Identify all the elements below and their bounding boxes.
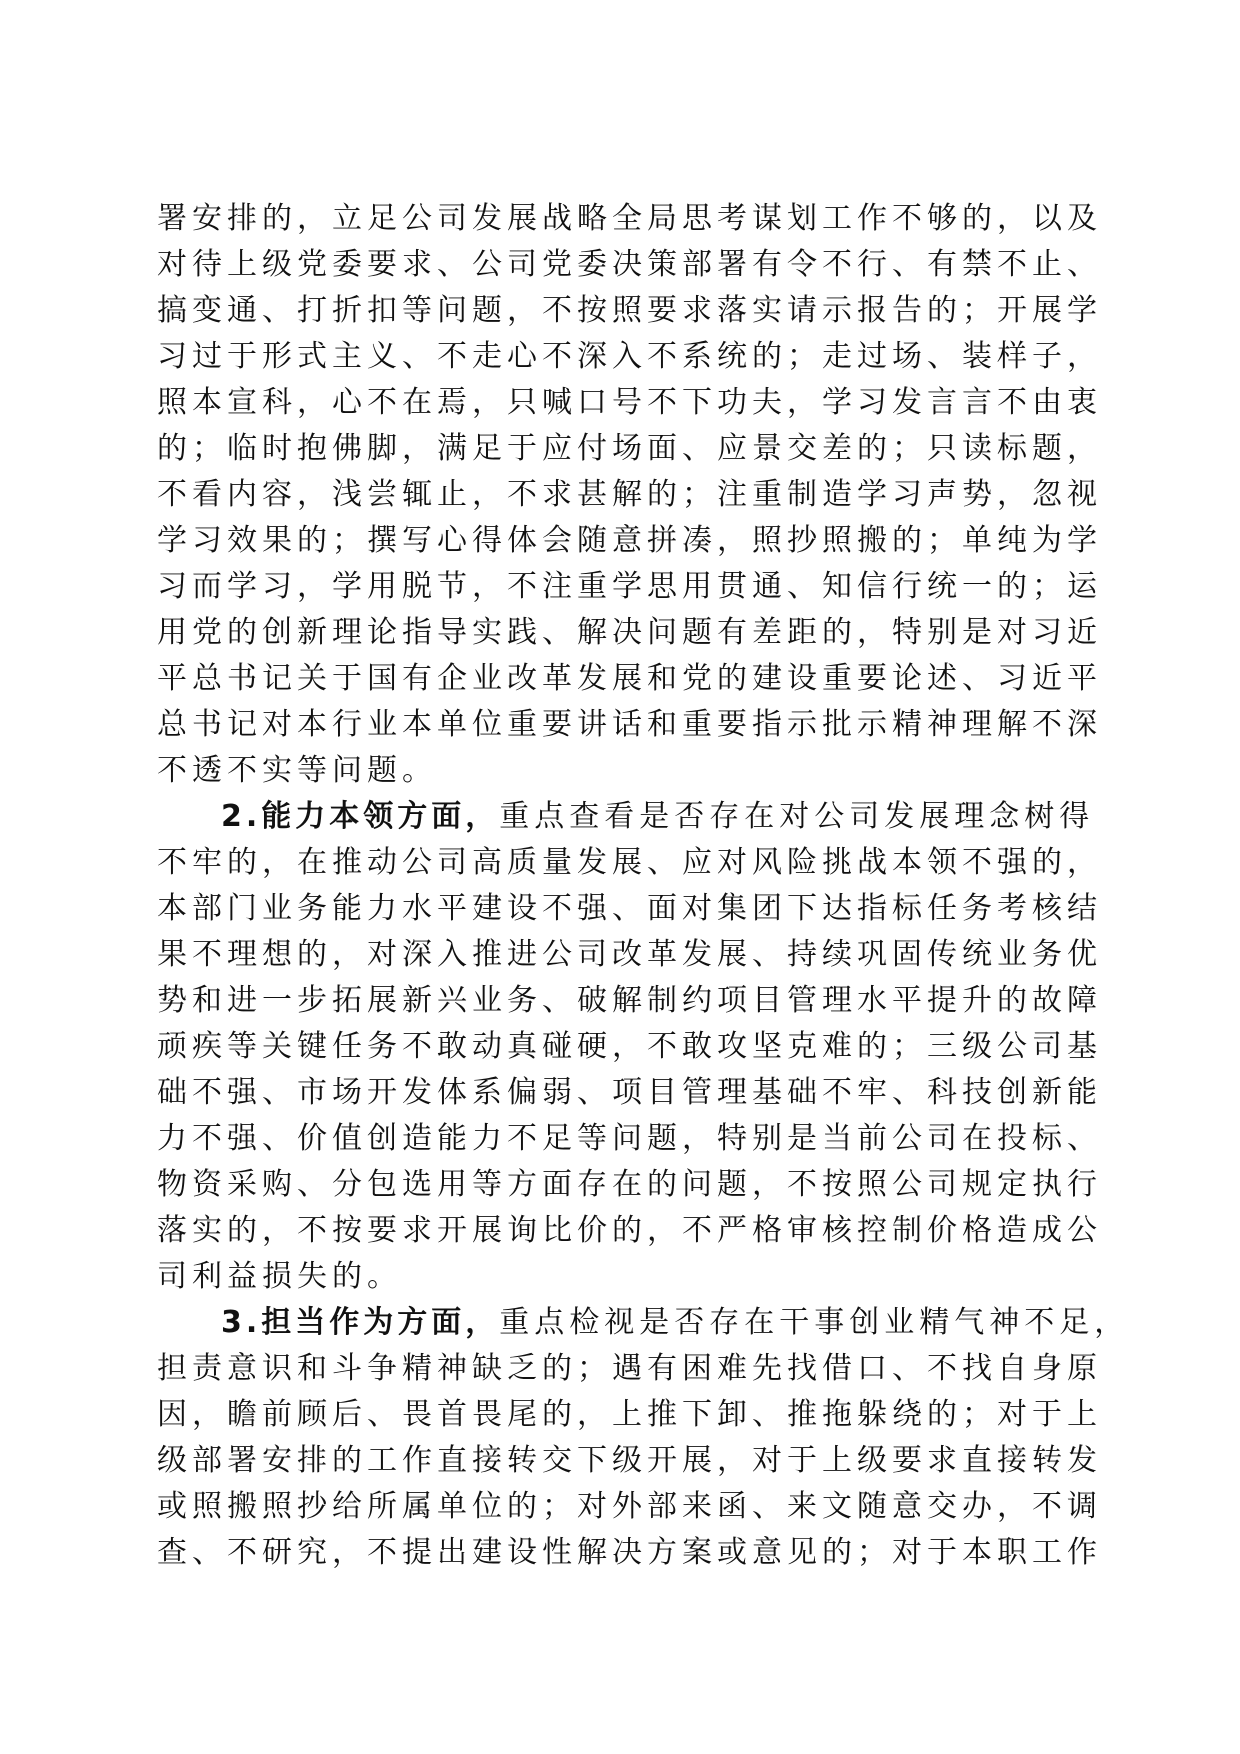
paragraph-first-line bbox=[157, 1300, 1130, 1346]
text-line: 级部署安排的工作直接转交下级开展，对于上级要求直接转发 bbox=[157, 1443, 1102, 1478]
text-line: 担责意识和斗争精神缺乏的；遇有困难先找借口、不找自身原 bbox=[157, 1351, 1102, 1386]
text-line: 习过于形式主义、不走心不深入不系统的；走过场、装样子， bbox=[157, 339, 1102, 374]
text-line: 署安排的，立足公司发展战略全局思考谋划工作不够的，以及 bbox=[157, 201, 1102, 236]
paragraph-continuation bbox=[157, 196, 1102, 794]
text-line: 习而学习，学用脱节，不注重学思用贯通、知信行统一的；运 bbox=[157, 569, 1102, 604]
text-line: 果不理想的，对深入推进公司改革发展、持续巩固传统业务优 bbox=[157, 937, 1102, 972]
text-line: 物资采购、分包选用等方面存在的问题，不按照公司规定执行 bbox=[157, 1167, 1102, 1202]
text-line: 不看内容，浅尝辄止，不求甚解的；注重制造学习声势，忽视 bbox=[157, 477, 1102, 512]
text-run: 重点查看是否存在对公司发展理念树得 bbox=[499, 799, 1095, 834]
text-line: 的；临时抱佛脚，满足于应付场面、应景交差的；只读标题， bbox=[157, 431, 1102, 466]
text-line: 总书记对本行业本单位重要讲话和重要指示批示精神理解不深 bbox=[157, 707, 1102, 742]
paragraph-ability bbox=[157, 794, 1102, 1300]
text-line: 本部门业务能力水平建设不强、面对集团下达指标任务考核结 bbox=[157, 891, 1102, 926]
text-line: 学习效果的；撰写心得体会随意拼凑，照抄照搬的；单纯为学 bbox=[157, 523, 1102, 558]
text-line: 照本宣科，心不在焉，只喊口号不下功夫，学习发言言不由衷 bbox=[157, 385, 1102, 420]
text-line: 用党的创新理论指导实践、解决问题有差距的，特别是对习近 bbox=[157, 615, 1102, 650]
section-heading: 2.能力本领方面， bbox=[221, 799, 500, 834]
paragraph-first-line bbox=[157, 794, 1095, 840]
text-line: 查、不研究，不提出建设性解决方案或意见的；对于本职工作 bbox=[157, 1535, 1102, 1570]
body-text bbox=[157, 196, 1130, 1576]
text-line: 顽疾等关键任务不敢动真碰硬，不敢攻坚克难的；三级公司基 bbox=[157, 1029, 1102, 1064]
text-line: 础不强、市场开发体系偏弱、项目管理基础不牢、科技创新能 bbox=[157, 1075, 1102, 1110]
text-line: 平总书记关于国有企业改革发展和党的建设重要论述、习近平 bbox=[157, 661, 1102, 696]
text-line: 力不强、价值创造能力不足等问题，特别是当前公司在投标、 bbox=[157, 1121, 1102, 1156]
text-line: 对待上级党委要求、公司党委决策部署有令不行、有禁不止、 bbox=[157, 247, 1102, 282]
text-line: 不牢的，在推动公司高质量发展、应对风险挑战本领不强的， bbox=[157, 845, 1102, 880]
text-line: 不透不实等问题。 bbox=[157, 753, 437, 788]
text-line: 搞变通、打折扣等问题，不按照要求落实请示报告的；开展学 bbox=[157, 293, 1102, 328]
text-line: 势和进一步拓展新兴业务、破解制约项目管理水平提升的故障 bbox=[157, 983, 1102, 1018]
text-line: 或照搬照抄给所属单位的；对外部来函、来文随意交办，不调 bbox=[157, 1489, 1102, 1524]
text-line: 司利益损失的。 bbox=[157, 1259, 402, 1294]
text-line: 落实的，不按要求开展询比价的，不严格审核控制价格造成公 bbox=[157, 1213, 1102, 1248]
paragraph-responsibility bbox=[157, 1300, 1130, 1576]
text-line: 因，瞻前顾后、畏首畏尾的，上推下卸、推拖躲绕的；对于上 bbox=[157, 1397, 1102, 1432]
text-run: 重点检视是否存在干事创业精气神不足， bbox=[499, 1305, 1130, 1340]
section-heading: 3.担当作为方面， bbox=[221, 1305, 500, 1340]
